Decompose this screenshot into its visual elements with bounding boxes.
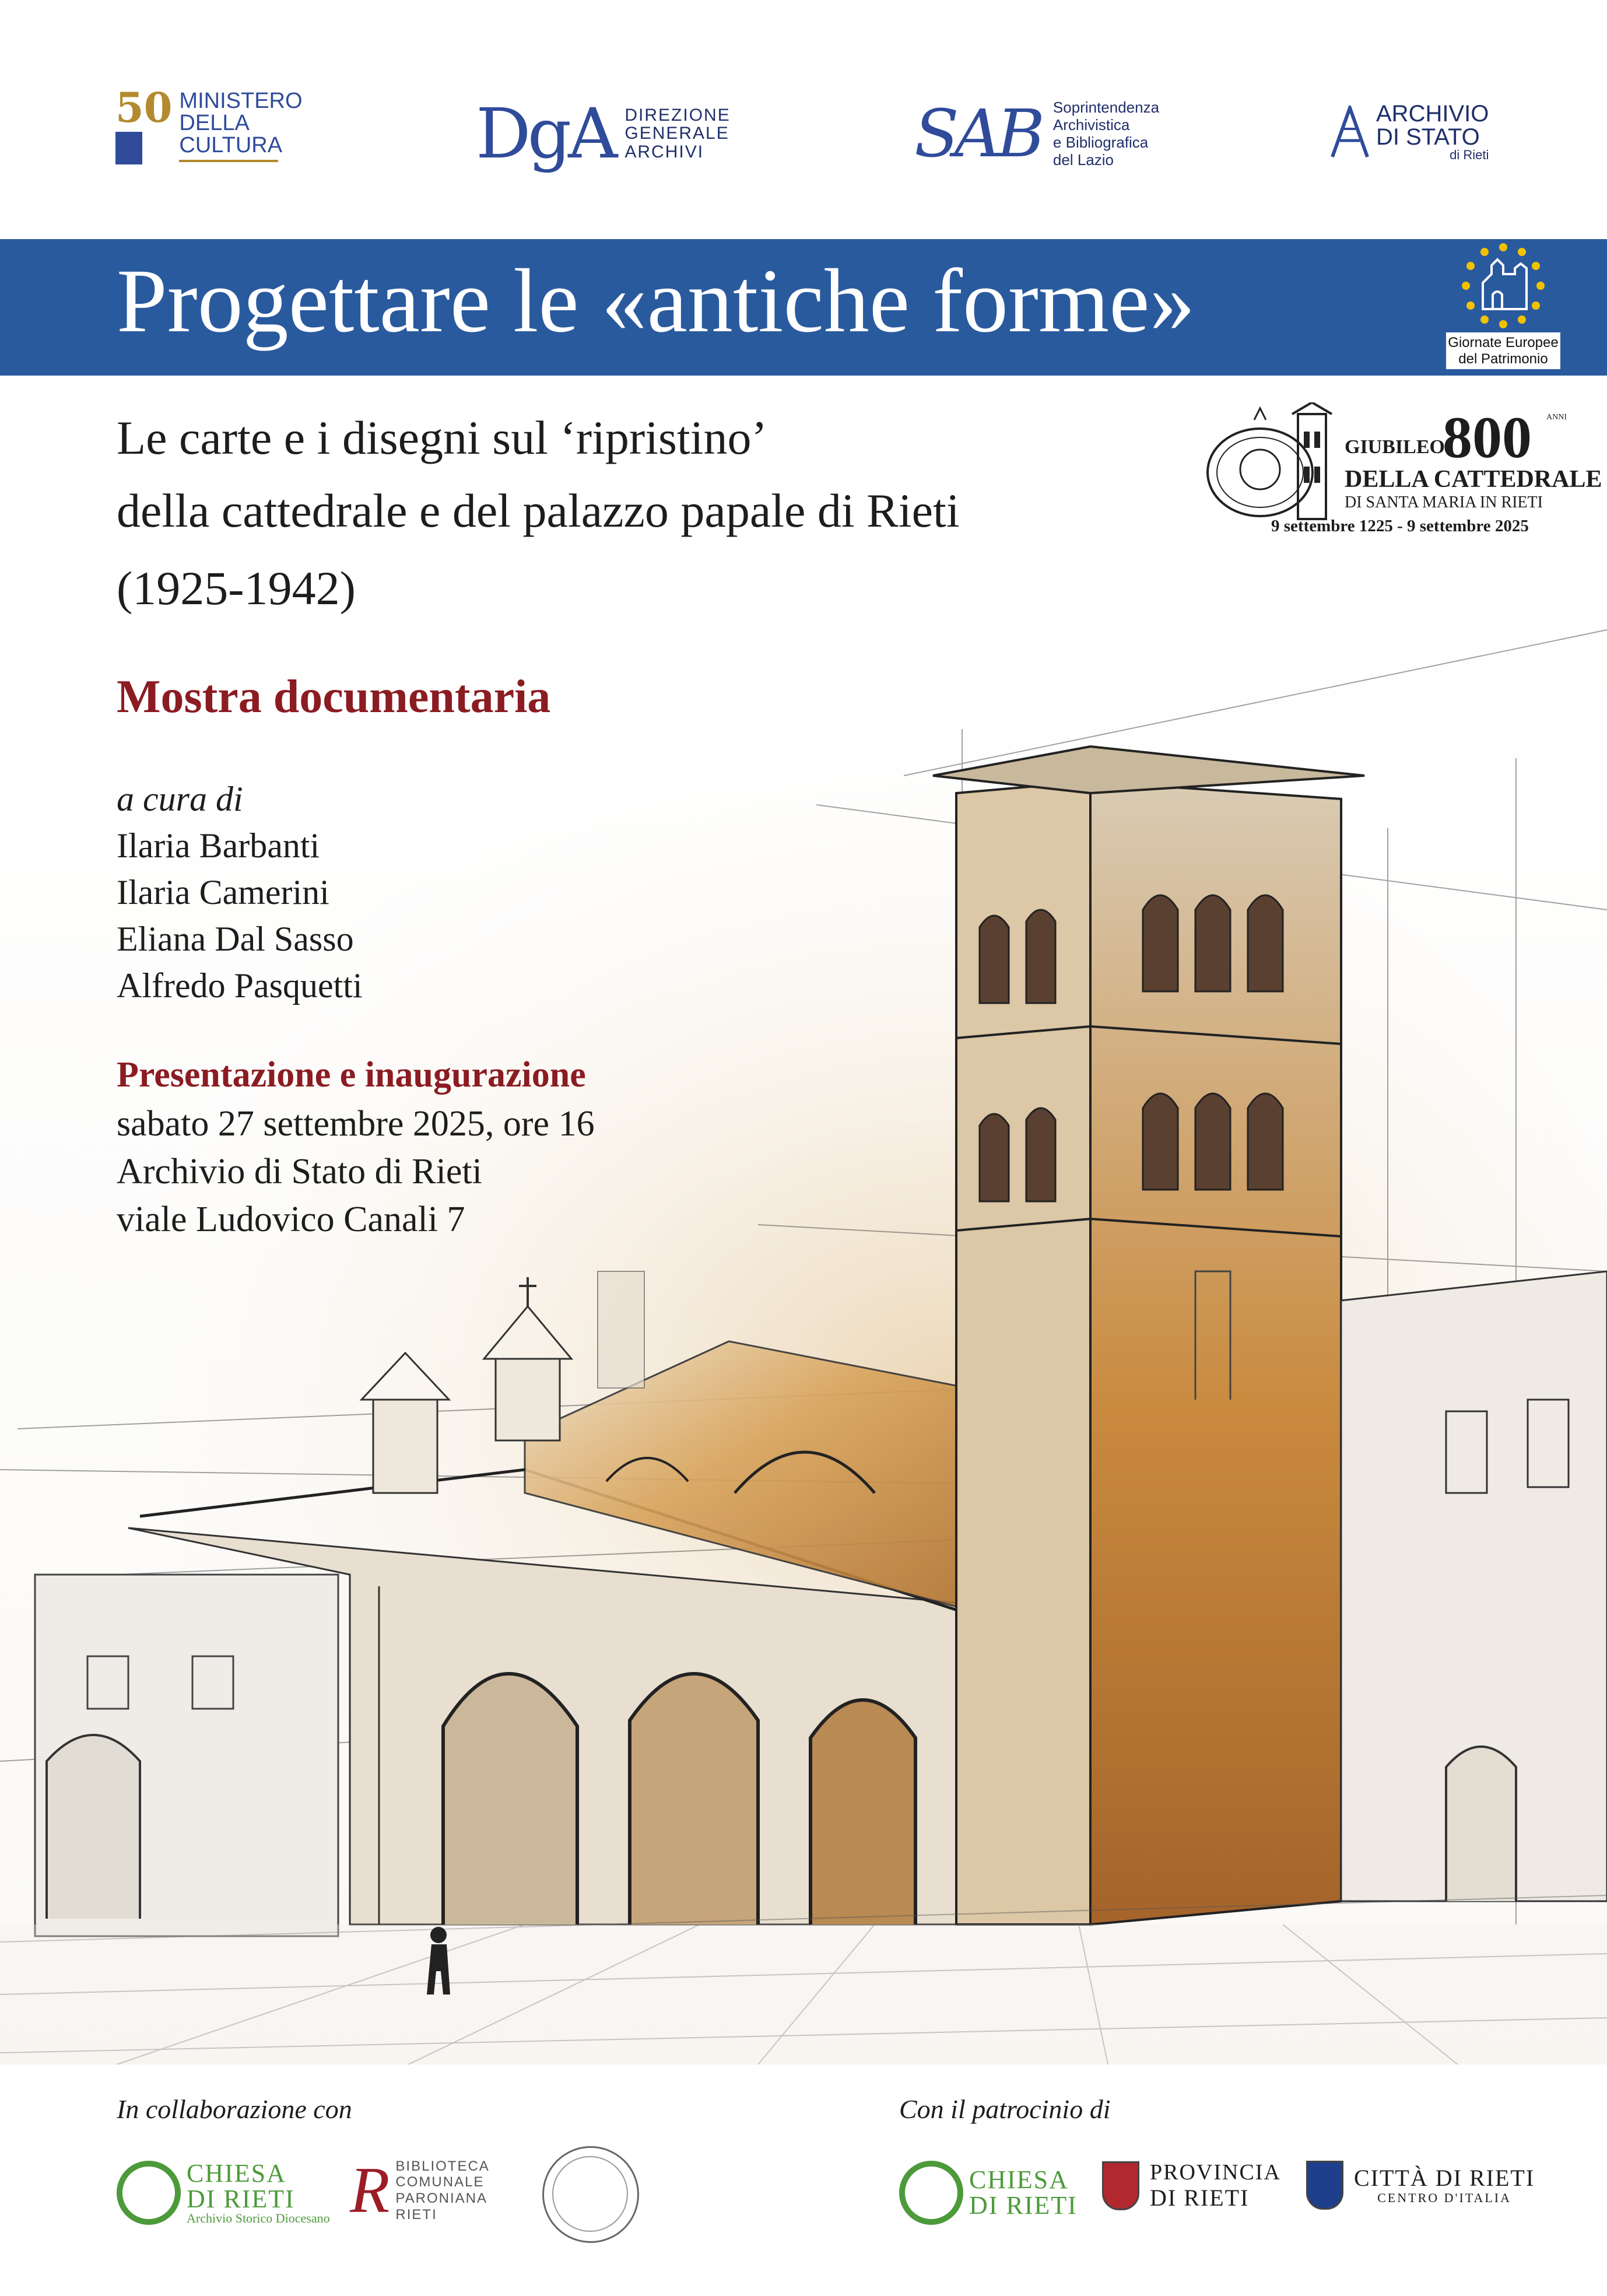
biblioteca-logo	[350, 2154, 490, 2227]
subtitle-line-1: Le carte e i disegni sul ‘ripristino’	[117, 411, 767, 464]
event-address: viale Ludovico Canali 7	[117, 1200, 465, 1239]
gep-caption	[1445, 332, 1562, 370]
archivio-line-3: di Rieti	[1450, 148, 1489, 162]
chiesa-line-3: Archivio Storico Diocesano	[187, 2211, 330, 2225]
curator-name: Ilaria Barbanti	[117, 826, 320, 865]
sab-line-2: Archivistica	[1052, 115, 1130, 134]
biblioteca-line-3: PARONIANA	[395, 2190, 488, 2206]
sab-text	[1053, 99, 1159, 169]
citta-rieti-logo	[1306, 2161, 1535, 2210]
biblioteca-line-1: BIBLIOTECA	[395, 2158, 490, 2174]
curators-label: a cura di	[117, 780, 243, 818]
subtitle-line-2: della cattedrale e del palazzo papale di Rieti	[117, 484, 960, 537]
dga-text: DIREZIONE GENERALE ARCHIVI	[624, 105, 731, 162]
collaboration-label: In collaborazione con	[117, 2094, 352, 2124]
giubileo-line-2: DELLA CATTEDRALE	[1345, 466, 1602, 493]
event-heading: Presentazione e inaugurazione	[117, 1055, 586, 1095]
giubileo-anni: ANNI	[1546, 413, 1567, 422]
chiesa-line-1: CHIESA	[969, 2165, 1069, 2194]
curator-name: Alfredo Pasquetti	[117, 966, 363, 1005]
biblioteca-line-4: RIETI	[395, 2206, 437, 2223]
curator-name: Eliana Dal Sasso	[117, 920, 354, 958]
curator-name: Ilaria Camerini	[117, 873, 329, 912]
archivio-a-icon	[1329, 106, 1370, 158]
gep-logo	[1445, 239, 1562, 370]
biblioteca-text	[395, 2158, 489, 2223]
sab-line-4: del Lazio	[1052, 150, 1114, 169]
biblioteca-line-2: COMUNALE	[395, 2174, 485, 2190]
bell-tower	[933, 746, 1364, 1925]
subtitle-line-3: (1925-1942)	[117, 562, 356, 615]
provincia-crest-icon	[1102, 2161, 1139, 2210]
gep-caption-2: del Patrimonio	[1458, 350, 1548, 367]
giubileo-logo	[1199, 402, 1602, 542]
provincia-rieti-logo	[1102, 2161, 1281, 2211]
provincia-text	[1150, 2161, 1281, 2211]
chiesa-text	[187, 2161, 330, 2225]
seal-icon	[542, 2146, 639, 2243]
chiesa-text	[969, 2167, 1078, 2218]
logo-row	[0, 0, 1607, 239]
dga-mark: DgA	[476, 93, 615, 174]
chiesa-line-2: DI RIETI	[187, 2185, 295, 2213]
archivio-stato-logo	[1329, 102, 1489, 162]
sab-logo	[914, 96, 1160, 172]
event-date: sabato 27 settembre 2025, ore 16	[117, 1104, 595, 1144]
chiesa-line-2: DI RIETI	[969, 2191, 1078, 2220]
provincia-line-1: PROVINCIA	[1150, 2160, 1281, 2185]
accademia-seal-logo	[542, 2146, 639, 2243]
patronage-label: Con il patrocinio di	[899, 2094, 1111, 2124]
chiesa-circle-icon	[899, 2161, 963, 2225]
right-building	[1341, 1271, 1607, 1901]
mic-mark	[115, 83, 173, 164]
archivio-text	[1376, 102, 1489, 162]
mic-logo	[115, 83, 303, 164]
mic-number: 50	[115, 83, 173, 132]
eu-stars-icon	[1451, 239, 1556, 332]
archivio-line-1: ARCHIVIO	[1376, 101, 1489, 127]
sab-line-1: Soprintendenza	[1052, 99, 1160, 116]
event-place: Archivio di Stato di Rieti	[117, 1152, 482, 1191]
citta-line-1: CITTÀ DI RIETI	[1354, 2164, 1535, 2191]
giubileo-dates: 9 settembre 1225 - 9 settembre 2025	[1271, 517, 1529, 535]
left-building	[35, 1575, 338, 1936]
chiesa-rieti-archive-logo	[117, 2161, 330, 2225]
page-title: Progettare le «antiche forme»	[117, 250, 1195, 351]
sab-mark: SAB	[914, 96, 1040, 172]
mic-emblem	[115, 132, 142, 164]
provincia-line-2: DI RIETI	[1150, 2184, 1250, 2211]
gep-caption-1: Giornate Europee	[1448, 335, 1559, 350]
citta-text	[1354, 2165, 1535, 2205]
chiesa-line-1: CHIESA	[187, 2159, 286, 2188]
sab-line-3: e Bibliografica	[1052, 133, 1149, 151]
biblioteca-mark: R	[350, 2154, 390, 2227]
citta-crest-icon	[1306, 2161, 1343, 2210]
dga-logo	[476, 93, 741, 174]
exhibit-type: Mostra documentaria	[117, 671, 551, 723]
citta-line-2: CENTRO D'ITALIA	[1377, 2190, 1512, 2205]
chiesa-circle-icon	[117, 2161, 181, 2225]
mic-text: MINISTERO DELLA CULTURA	[179, 90, 278, 162]
giubileo-label: GIUBILEO	[1345, 436, 1445, 458]
chiesa-rieti-logo	[899, 2161, 1078, 2225]
giubileo-seal-icon	[1199, 402, 1345, 525]
giubileo-number: 800	[1443, 405, 1532, 471]
giubileo-line-3: DI SANTA MARIA IN RIETI	[1345, 493, 1543, 511]
archivio-line-2: DI STATO	[1376, 124, 1480, 150]
